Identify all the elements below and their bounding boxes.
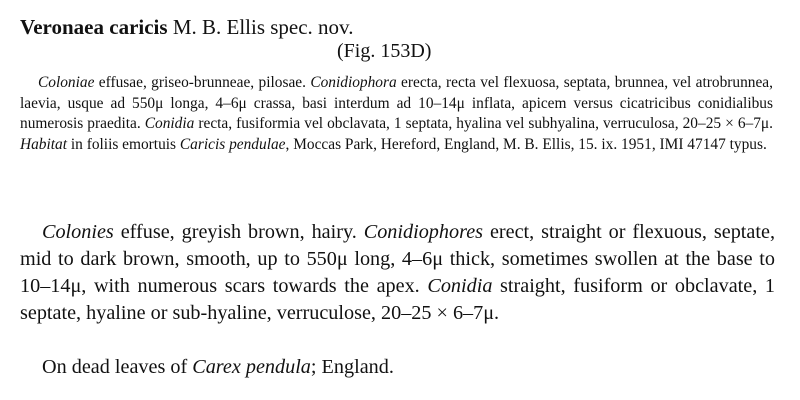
latin-host-name: Caricis pendulae — [179, 135, 286, 153]
en-term-colonies: Colonies — [42, 221, 114, 243]
english-habitat — [42, 354, 394, 381]
latin-term-coloniae: Coloniae — [38, 74, 95, 91]
figure-reference: (Fig. 153D) — [337, 40, 432, 62]
habitat-text-1: On dead leaves of — [42, 356, 193, 378]
latin-text-3: recta, fusiformia vel obclavata, 1 septata, hyalina vel subhyalina, verruculosa, 20–25 × 6–7μ. — [194, 115, 773, 132]
species-heading — [20, 14, 780, 40]
latin-text-4: in foliis emortuis — [67, 135, 180, 153]
en-term-conidiophores: Conidiophores — [363, 221, 484, 243]
habitat-host-name: Carex pendula — [192, 356, 311, 378]
species-author: M. B. Ellis spec. nov. — [172, 15, 354, 39]
latin-term-habitat: Habitat — [20, 135, 68, 153]
en-text-2: erect, straight or flexuous, septate, mid to dark brown, smooth, up to 550μ long, 4–6μ thick, sometimes swollen at the base to 10–14μ, with numerous scars towards the apex. — [20, 221, 775, 297]
latin-text-1: effusae, griseo-brunneae, pilosae. — [94, 74, 311, 91]
en-text-3: straight, fusiform or obclavate, 1 septate, hyaline or sub-hyaline, verruculose, 20–25 × 6–7μ. — [20, 275, 775, 324]
species-name: Veronaea caricis — [20, 15, 168, 39]
latin-description — [20, 73, 773, 155]
en-term-conidia: Conidia — [427, 275, 493, 297]
habitat-text-2: ; England. — [310, 356, 394, 378]
en-text-1: effuse, greyish brown, hairy. — [113, 221, 364, 243]
latin-term-conidiophora: Conidiophora — [310, 74, 397, 91]
english-description — [20, 219, 775, 327]
latin-text-5: , Moccas Park, Hereford, England, M. B. Ellis, 15. ix. 1951, IMI 47147 typus. — [285, 135, 767, 153]
latin-term-conidia: Conidia — [144, 115, 195, 132]
latin-text-2: erecta, recta vel flexuosa, septata, brunnea, vel atrobrunnea, laevia, usque ad 550μ longa, 4–6μ crassa, basi interdum ad 10–14μ inflata, apicem versus cicatricibus conidialibus numerosis praedita. — [20, 74, 773, 132]
